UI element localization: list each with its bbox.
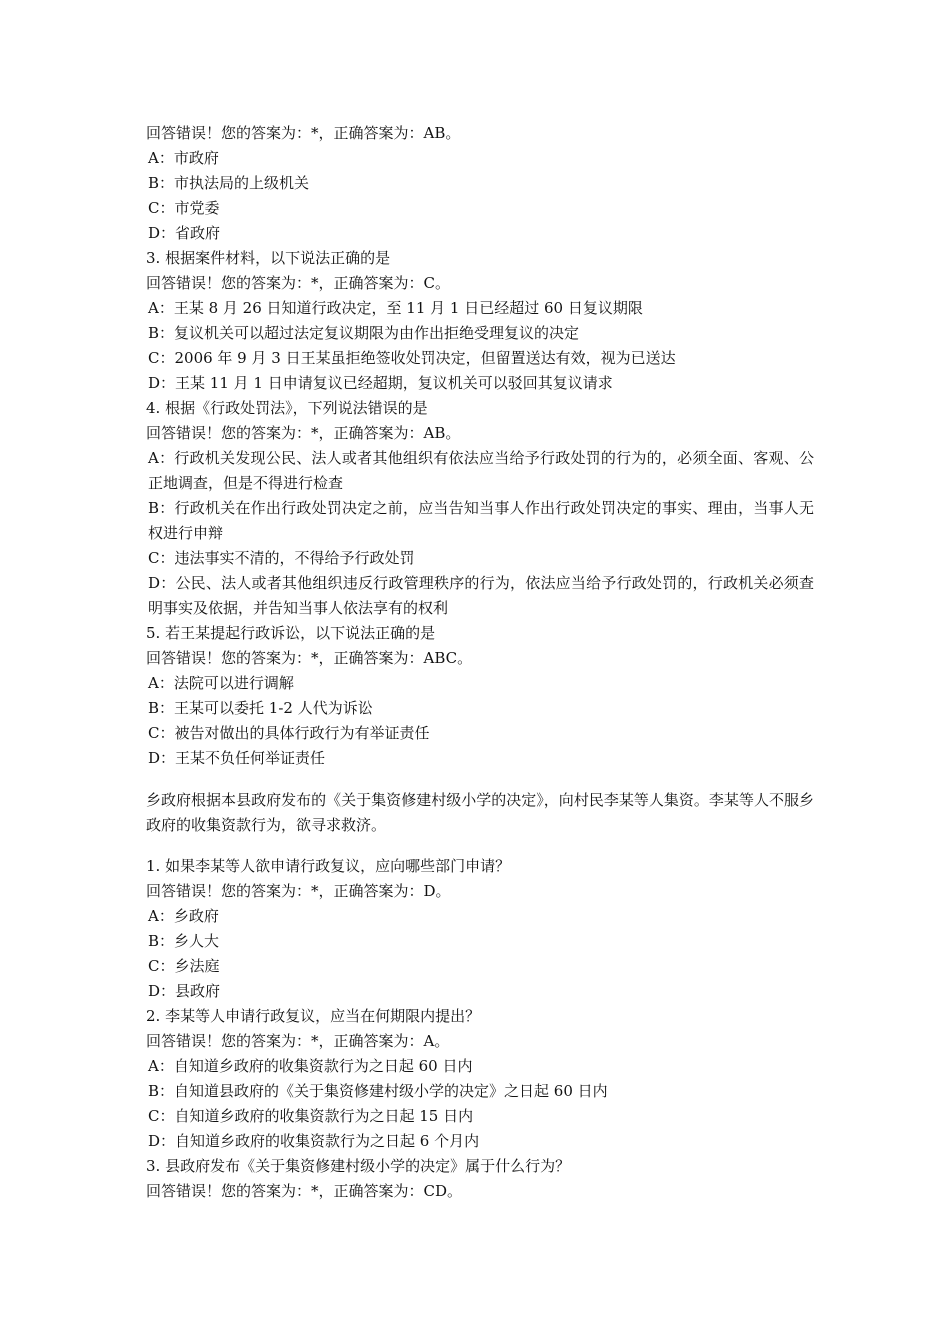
option-a: A：法院可以进行调解	[148, 674, 294, 692]
option-b: B：复议机关可以超过法定复议期限为由作出拒绝受理复议的决定	[148, 324, 580, 342]
question-title: 3. 根据案件材料，以下说法正确的是	[146, 249, 391, 267]
option-a: A：自知道乡政府的收集资款行为之日起 60 日内	[148, 1057, 473, 1075]
paragraph-spacer	[146, 771, 814, 788]
answer-result: 回答错误！您的答案为：*，正确答案为：AB。	[146, 124, 461, 142]
option-d: D：县政府	[148, 982, 221, 1000]
option-a: A：乡政府	[148, 907, 219, 925]
option-c: C：违法事实不清的，不得给予行政处罚	[148, 549, 415, 567]
answer-result: 回答错误！您的答案为：*，正确答案为：CD。	[146, 1182, 463, 1200]
answer-result: 回答错误！您的答案为：*，正确答案为：AB。	[146, 424, 461, 442]
option-c: C：2006 年 9 月 3 日王某虽拒绝签收处罚决定，但留置送达有效，视为已送达	[148, 349, 676, 367]
question-title: 3. 县政府发布《关于集资修建村级小学的决定》属于什么行为？	[146, 1157, 571, 1175]
option-c: C：被告对做出的具体行政行为有举证责任	[148, 724, 430, 742]
option-c: C：自知道乡政府的收集资款行为之日起 15 日内	[148, 1107, 474, 1125]
answer-result: 回答错误！您的答案为：*，正确答案为：D。	[146, 882, 451, 900]
option-d: D：公民、法人或者其他组织违反行政管理秩序的行为，依法应当给予行政处罚的，行政机关必须查明事实及依据，并告知当事人依法享有的权利	[148, 574, 814, 617]
document-page	[146, 121, 814, 1204]
option-b: B：行政机关在作出行政处罚决定之前，应当告知当事人作出行政处罚决定的事实、理由，当事人无权进行申辩	[148, 499, 814, 542]
option-d: D：王某不负任何举证责任	[148, 749, 326, 767]
answer-result: 回答错误！您的答案为：*，正确答案为：ABC。	[146, 649, 473, 667]
option-c: C：市党委	[148, 199, 220, 217]
answer-result: 回答错误！您的答案为：*，正确答案为：A。	[146, 1032, 450, 1050]
question-title: 5. 若王某提起行政诉讼，以下说法正确的是	[146, 624, 436, 642]
option-b: B：乡人大	[148, 932, 220, 950]
case-description: 乡政府根据本县政府发布的《关于集资修建村级小学的决定》，向村民李某等人集资。李某等人不服乡政府的收集资款行为，欲寻求救济。	[146, 791, 814, 834]
option-b: B：自知道县政府的《关于集资修建村级小学的决定》之日起 60 日内	[148, 1082, 608, 1100]
question-title: 1. 如果李某等人欲申请行政复议，应向哪些部门申请？	[146, 857, 511, 875]
question-title: 4. 根据《行政处罚法》，下列说法错误的是	[146, 399, 428, 417]
option-d: D：王某 11 月 1 日申请复议已经超期，复议机关可以驳回其复议请求	[148, 374, 613, 392]
option-b: B：王某可以委托 1-2 人代为诉讼	[148, 699, 373, 717]
option-d: D：自知道乡政府的收集资款行为之日起 6 个月内	[148, 1132, 480, 1150]
option-d: D：省政府	[148, 224, 221, 242]
question-title: 2. 李某等人申请行政复议，应当在何期限内提出？	[146, 1007, 481, 1025]
paragraph-spacer	[146, 838, 814, 854]
option-b: B：市执法局的上级机关	[148, 174, 310, 192]
option-a: A：王某 8 月 26 日知道行政决定，至 11 月 1 日已经超过 60 日复议期限	[148, 299, 643, 317]
option-c: C：乡法庭	[148, 957, 220, 975]
answer-result: 回答错误！您的答案为：*，正确答案为：C。	[146, 274, 450, 292]
option-a: A：市政府	[148, 149, 219, 167]
option-a: A：行政机关发现公民、法人或者其他组织有依法应当给予行政处罚的行为的，必须全面、客观、公正地调查，但是不得进行检查	[148, 449, 814, 492]
